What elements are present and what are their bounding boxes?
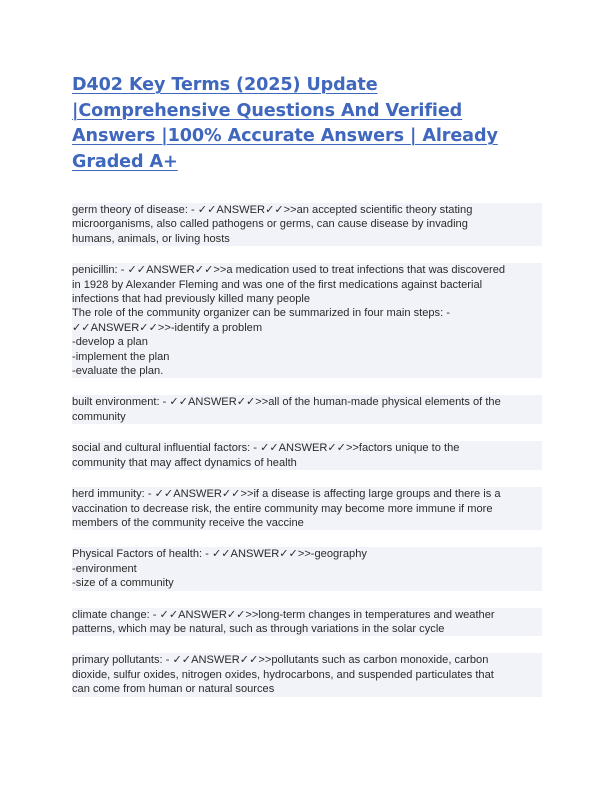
term-herd-immunity [72,487,542,530]
term-line: community that may affect dynamics of health [72,456,297,469]
term-line: infections that had previously killed many people [72,293,311,306]
term-step: -develop a plan [72,336,148,349]
term-line: herd immunity: - ✓✓ANSWER✓✓>>if a disease is affecting large groups and there is a [72,488,501,501]
term-line: microorganisms, also called pathogens or germs, can cause disease by invading [72,218,468,231]
term-line: climate change: - ✓✓ANSWER✓✓>>long-term changes in temperatures and weather [72,608,495,621]
term-line: germ theory of disease: - ✓✓ANSWER✓✓>>an accepted scientific theory stating [72,204,473,216]
term-line: community [72,410,126,423]
term-line: ✓✓ANSWER✓✓>>-identify a problem [72,321,263,334]
term-line: can come from human or natural sources [72,683,275,696]
term-step: -implement the plan [72,350,170,363]
term-line: primary pollutants: - ✓✓ANSWER✓✓>>pollutants such as carbon monoxide, carbon [72,654,489,667]
term-line: built environment: - ✓✓ANSWER✓✓>>all of the human-made physical elements of the [72,396,501,409]
term-social-cultural-factors [72,441,542,470]
term-line: The role of the community organizer can be summarized in four main steps: - [72,307,450,320]
term-community-organizer [72,306,542,378]
term-line: vaccination to decrease risk, the entire community may become more immune if more [72,502,493,515]
term-line: Physical Factors of health: - ✓✓ANSWER✓✓>>-geography [72,548,367,561]
term-germ-theory [72,203,542,246]
term-climate-change [72,608,542,637]
term-step: -environment [72,562,137,575]
term-line: penicillin: - ✓✓ANSWER✓✓>>a medication used to treat infections that was discovered [72,264,506,277]
term-primary-pollutants [72,653,542,696]
term-line: dioxide, sulfur oxides, nitrogen oxides, hydrocarbons, and suspended particulates that [72,668,494,681]
document-title[interactable]: D402 Key Terms (2025) Update |Comprehensive Questions And Verified Answers |100% Accurate Answers | Already Graded A+ [72,75,498,172]
term-step: -size of a community [72,577,174,590]
term-penicillin [72,263,542,306]
term-line: patterns, which may be natural, such as through variations in the solar cycle [72,622,445,635]
term-built-environment [72,395,542,424]
term-line: humans, animals, or living hosts [72,232,230,245]
term-line: social and cultural influential factors: - ✓✓ANSWER✓✓>>factors unique to the [72,442,460,455]
term-physical-factors [72,547,542,590]
term-step: -evaluate the plan. [72,365,164,378]
key-terms-list [72,203,542,714]
term-line: in 1928 by Alexander Fleming and was one of the first medications against bacterial [72,278,483,291]
term-line: members of the community receive the vaccine [72,516,304,529]
